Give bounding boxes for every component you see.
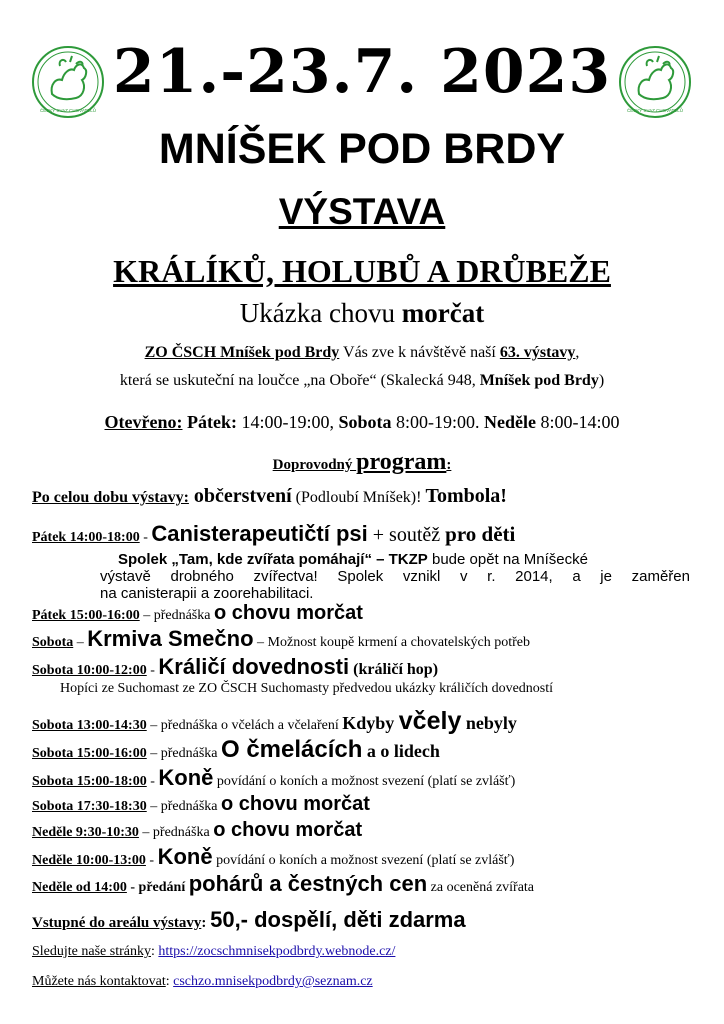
opening-hours: Otevřeno: Pátek: 14:00-19:00, Sobota 8:00-19:00. Neděle 8:00-14:00 (104, 412, 620, 432)
program-item-feed: Sobota – Krmiva Smečno – Možnost koupě krmení a chovatelských potřeb (32, 626, 530, 651)
program-allday: Po celou dobu výstavy: občerstvení (Podloubí Mníšek)! Tombola! (32, 485, 507, 507)
canistherapy-desc-2: výstavě drobného zvířectva! Spolek vznikl v r. 2014, a je zaměřen (100, 568, 690, 585)
website-link[interactable]: https://zocschmnisekpodbrdy.webnode.cz/ (158, 944, 396, 959)
entry-fee: Vstupné do areálu výstavy: 50,- dospělí, děti zdarma (32, 907, 466, 932)
event-subtitle: Ukázka chovu morčat (239, 298, 485, 328)
program-item-guinea-sunday: Neděle 9:30-10:30 – přednáška o chovu morčat (32, 819, 363, 841)
program-item-rabbit-hop: Sobota 10:00-12:00 - Králičí dovednosti (králičí hop) (32, 654, 439, 679)
event-town: MNÍŠEK POD BRDY (158, 125, 566, 173)
canistherapy-desc-3: na canisterapii a zoorehabilitaci. (100, 585, 314, 602)
program-item-horses-sunday: Neděle 10:00-13:00 - Koně povídání o koních a možnost svezení (platí se zvlášť) (32, 844, 515, 869)
program-item-canistherapy: Pátek 14:00-18:00 - Canisterapeutičtí psi + soutěž pro děti (32, 521, 516, 546)
website-line: Sledujte naše stránky: https://zocschmnisekpodbrdy.webnode.cz/ (32, 944, 396, 959)
svg-text:ČESKÝ SVAZ CHOVATELŮ: ČESKÝ SVAZ CHOVATELŮ (39, 108, 97, 113)
program-item-bumblebees: Sobota 15:00-16:00 – přednáška O čmelácích a o lidech (32, 736, 440, 763)
svg-text:ČESKÝ SVAZ CHOVATELŮ: ČESKÝ SVAZ CHOVATELŮ (626, 108, 684, 113)
rabbit-hop-desc: Hopíci ze Suchomast ze ZO ČSCH Suchomasty předvedou ukázky králičích dovedností (60, 681, 554, 696)
program-item-bees: Sobota 13:00-14:30 – přednáška o včelách a včelaření Kdyby včely nebyly (32, 707, 517, 735)
program-item-horses-saturday: Sobota 15:00-18:00 - Koně povídání o koních a možnost svezení (platí se zvlášť) (32, 765, 516, 790)
event-animals: KRÁLÍKŮ, HOLUBŮ A DRŮBEŽE (113, 253, 611, 289)
program-heading: Doprovodný program: (272, 449, 452, 475)
program-item-guinea-friday: Pátek 15:00-16:00 – přednáška o chovu morčat (32, 602, 363, 624)
intro-line-2: která se uskuteční na loučce „na Oboře“ (Skalecká 948, Mníšek pod Brdy) (119, 372, 605, 389)
contact-line: Můžete nás kontaktovat: cschzo.mnisekpodbrdy@seznam.cz (32, 974, 373, 989)
canistherapy-desc-1: Spolek „Tam, kde zvířata pomáhají“ – TKZP bude opět na Mníšecké (118, 551, 588, 568)
event-date: 21.-23.7. 2023 (112, 37, 612, 107)
intro-line-1: ZO ČSCH Mníšek pod Brdy Vás zve k návštěvě naší 63. výstavy, (144, 344, 580, 361)
event-title: VÝSTAVA (278, 191, 446, 232)
contact-email-link[interactable]: cschzo.mnisekpodbrdy@seznam.cz (173, 974, 373, 989)
program-item-guinea-saturday: Sobota 17:30-18:30 – přednáška o chovu morčat (32, 793, 370, 815)
program-item-awards: Neděle od 14:00 - předání pohárů a čestných cen za oceněná zvířata (32, 871, 535, 896)
